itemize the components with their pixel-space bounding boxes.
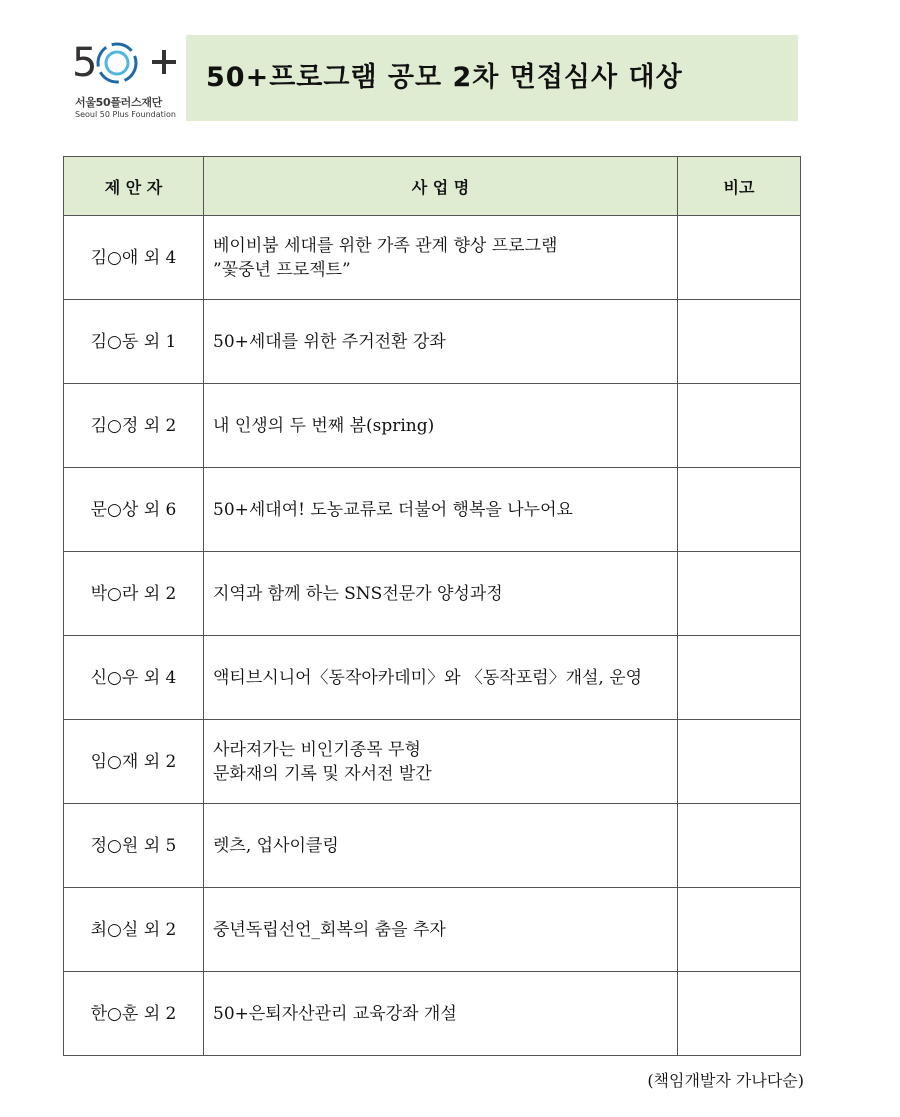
project-cell <box>204 552 678 636</box>
note-cell <box>678 384 801 468</box>
note-cell <box>678 720 801 804</box>
project-line: 지역과 함께 하는 SNS전문가 양성과정 <box>213 583 503 604</box>
project-line: 중년독립선언_회복의 춤을 추자 <box>213 919 446 940</box>
proposer-cell: 문○상 외 6 <box>64 468 204 552</box>
project-cell <box>204 720 678 804</box>
svg-text:5: 5 <box>72 40 98 86</box>
project-line: 내 인생의 두 번째 봄(spring) <box>213 415 435 436</box>
note-cell <box>678 972 801 1056</box>
table-row <box>64 804 801 888</box>
table-row <box>64 300 801 384</box>
page-title: 50+프로그램 공모 2차 면접심사 대상 <box>206 62 683 93</box>
header-note: 비고 <box>678 157 801 216</box>
header-proposer: 제 안 자 <box>64 157 204 216</box>
candidates-table <box>63 156 801 1056</box>
note-cell <box>678 300 801 384</box>
foundation-logo <box>72 38 180 122</box>
project-cell <box>204 216 678 300</box>
table-row <box>64 216 801 300</box>
project-line: ”꽃중년 프로젝트” <box>213 259 351 280</box>
proposer-cell: 최○실 외 2 <box>64 888 204 972</box>
note-cell <box>678 804 801 888</box>
note-cell <box>678 468 801 552</box>
project-cell <box>204 636 678 720</box>
title-banner <box>186 35 798 121</box>
proposer-cell: 정○원 외 5 <box>64 804 204 888</box>
project-line: 50+세대를 위한 주거전환 강좌 <box>213 331 446 352</box>
note-cell <box>678 216 801 300</box>
project-cell <box>204 468 678 552</box>
table-row <box>64 972 801 1056</box>
table-row <box>64 552 801 636</box>
project-cell <box>204 972 678 1056</box>
table-row <box>64 384 801 468</box>
proposer-cell: 박○라 외 2 <box>64 552 204 636</box>
proposer-cell: 김○동 외 1 <box>64 300 204 384</box>
note-cell <box>678 888 801 972</box>
proposer-cell: 신○우 외 4 <box>64 636 204 720</box>
project-line: 50+은퇴자산관리 교육강좌 개설 <box>213 1003 457 1024</box>
proposer-cell: 김○정 외 2 <box>64 384 204 468</box>
note-cell <box>678 636 801 720</box>
proposer-cell: 김○애 외 4 <box>64 216 204 300</box>
logo-mark <box>72 38 180 88</box>
table-row <box>64 636 801 720</box>
project-line: 50+세대여! 도농교류로 더불어 행복을 나누어요 <box>213 499 573 520</box>
project-line: 액티브시니어〈동작아카데미〉와 〈동작포럼〉개설, 운영 <box>213 667 643 688</box>
table-header-row <box>64 157 801 216</box>
note-cell <box>678 552 801 636</box>
project-line: 베이비붐 세대를 위한 가족 관계 향상 프로그램 <box>213 235 558 256</box>
project-line: 렛츠, 업사이클링 <box>213 835 339 856</box>
logo-name-korean: 서울50플러스재단 <box>75 96 162 109</box>
table-row <box>64 468 801 552</box>
project-cell <box>204 300 678 384</box>
project-line: 문화재의 기록 및 자서전 발간 <box>213 763 432 784</box>
project-line: 사라져가는 비인기종목 무형 <box>213 739 421 760</box>
project-cell <box>204 384 678 468</box>
header-project: 사 업 명 <box>204 157 678 216</box>
logo-name-english: Seoul 50 Plus Foundation <box>75 110 176 119</box>
sort-order-note: (책임개발자 가나다순) <box>647 1071 804 1090</box>
proposer-cell: 임○재 외 2 <box>64 720 204 804</box>
table-row <box>64 720 801 804</box>
proposer-cell: 한○훈 외 2 <box>64 972 204 1056</box>
project-cell <box>204 888 678 972</box>
project-cell <box>204 804 678 888</box>
table-row <box>64 888 801 972</box>
